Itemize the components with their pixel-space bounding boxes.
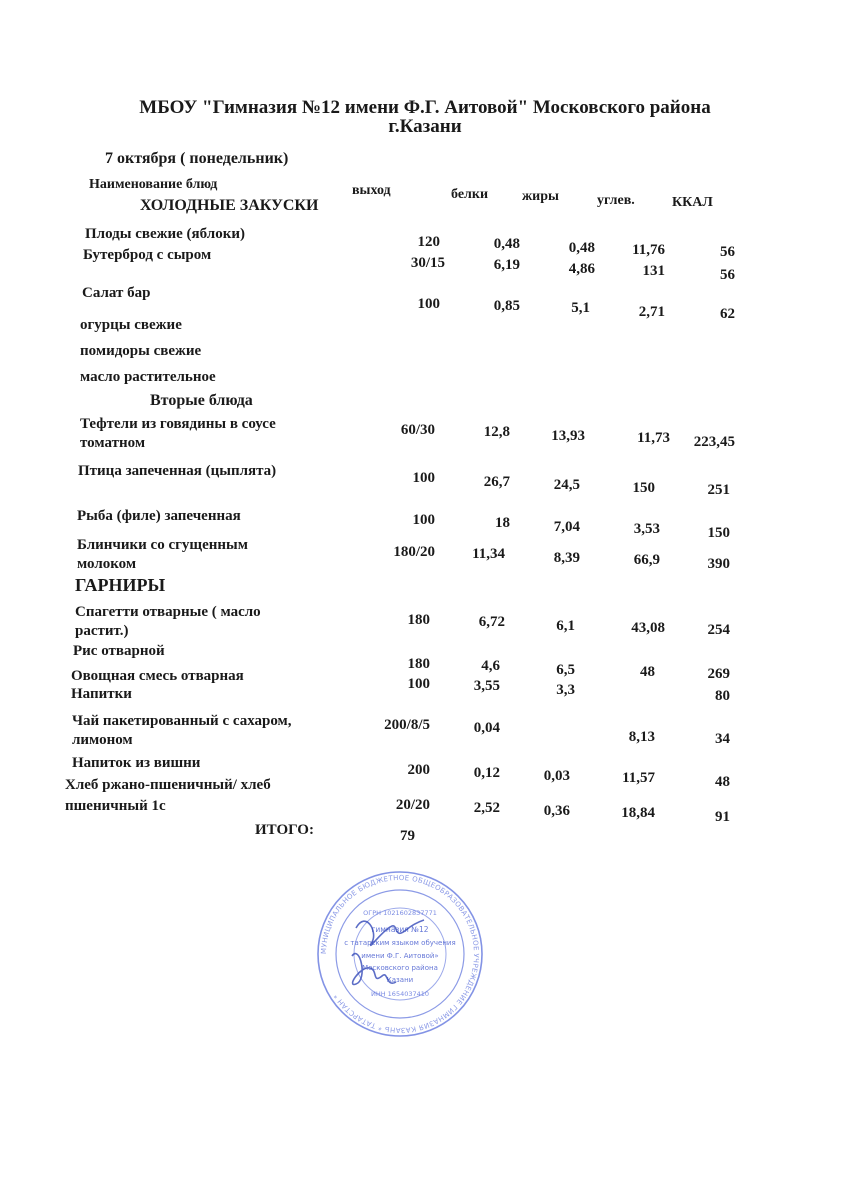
row-chicken-kcal: 251	[707, 482, 730, 498]
row-pancakes-output: 180/20	[393, 544, 435, 560]
row-bread-name2: пшеничный 1с	[65, 798, 166, 814]
row-bread-carbs: 18,84	[621, 805, 655, 821]
col-name-header: Наименование блюд	[89, 177, 218, 192]
row-meatballs-carbs: 11,73	[637, 430, 670, 446]
row-sandwich-output: 30/15	[410, 255, 445, 271]
row-fish-protein: 18	[495, 515, 510, 531]
row-fish-kcal: 150	[707, 525, 730, 541]
col-kcal-header: ККАЛ	[672, 195, 713, 210]
row-spaghetti-protein: 6,72	[478, 614, 505, 630]
stamp-line1: гимназия №12	[371, 925, 429, 934]
row-chicken-output: 100	[412, 470, 435, 486]
row-bread-output: 20/20	[395, 797, 430, 813]
row-pancakes-fat: 8,39	[553, 550, 580, 566]
drinks-header: Напитки	[71, 686, 132, 702]
row-cherry-protein: 0,12	[473, 765, 500, 781]
row-bread-protein: 2,52	[473, 800, 500, 816]
stamp-line5: Казани	[386, 976, 414, 984]
stamp-line2: с татарским языком обучения	[344, 939, 456, 947]
row-rice-carbs: 48	[640, 664, 655, 680]
row-fish-output: 100	[412, 512, 435, 528]
stamp-line3: имени Ф.Г. Аитовой»	[361, 952, 439, 960]
stamp-inn: ИНН 1654037410	[370, 990, 430, 998]
row-spaghetti-name1: Спагетти отварные ( масло	[75, 604, 261, 620]
row-pancakes-name2: молоком	[77, 556, 137, 572]
row-sandwich-name: Бутерброд с сыром	[83, 247, 212, 263]
salad-item: масло растительное	[80, 369, 216, 385]
col-protein-header: белки	[451, 187, 489, 202]
row-pancakes-protein: 11,34	[472, 546, 505, 562]
row-bread-name1: Хлеб ржано-пшеничный/ хлеб	[65, 777, 271, 793]
row-apples-protein: 0,48	[493, 236, 520, 252]
row-cherry-name: Напиток из вишни	[72, 755, 201, 771]
row-sandwich-fat: 4,86	[568, 261, 595, 277]
menu-date: 7 октября ( понедельник)	[105, 150, 289, 167]
row-rice-fat: 6,5	[556, 662, 575, 678]
row-apples-fat: 0,48	[568, 240, 595, 256]
row-fish-name: Рыба (филе) запеченная	[77, 508, 241, 524]
total-label: ИТОГО:	[255, 822, 314, 838]
row-veg-output: 100	[407, 676, 430, 692]
row-fish-carbs: 3,53	[633, 521, 660, 537]
row-rice-output: 180	[407, 656, 430, 672]
school-title-line2: г.Казани	[388, 116, 462, 137]
row-meatballs-protein: 12,8	[483, 424, 510, 440]
row-salad-protein: 0,85	[493, 298, 520, 314]
row-tea-carbs: 8,13	[628, 729, 655, 745]
row-veg-protein: 3,55	[473, 678, 500, 694]
salad-item: огурцы свежие	[80, 317, 182, 333]
row-pancakes-carbs: 66,9	[633, 552, 660, 568]
row-meatballs-name1: Тефтели из говядины в соусе	[80, 416, 276, 432]
row-spaghetti-output: 180	[407, 612, 430, 628]
row-chicken-carbs: 150	[632, 480, 655, 496]
row-salad-kcal: 62	[720, 306, 735, 322]
row-veg-name: Овощная смесь отварная	[71, 668, 244, 684]
row-salad-fat: 5,1	[571, 300, 590, 316]
row-apples-carbs: 11,76	[632, 242, 665, 258]
section-second: Вторые блюда	[150, 392, 253, 409]
row-bread-kcal: 91	[715, 809, 730, 825]
row-bread-fat: 0,36	[543, 803, 570, 819]
row-rice-name: Рис отварной	[73, 643, 165, 659]
row-cherry-carbs: 11,57	[622, 770, 655, 786]
salad-item: помидоры свежие	[80, 343, 202, 359]
row-chicken-fat: 24,5	[553, 477, 580, 493]
row-tea-kcal: 34	[715, 731, 730, 747]
row-spaghetti-kcal: 254	[707, 622, 730, 638]
row-tea-name1: Чай пакетированный с сахаром,	[72, 713, 292, 729]
stamp-ogrn: ОГРН 1021602837771	[363, 909, 437, 917]
col-fat-header: жиры	[522, 189, 559, 204]
row-tea-name2: лимоном	[72, 732, 133, 748]
row-meatballs-name2: томатном	[80, 435, 146, 451]
row-fish-fat: 7,04	[553, 519, 580, 535]
row-tea-output: 200/8/5	[384, 717, 430, 733]
row-cherry-output: 200	[407, 762, 430, 778]
row-spaghetti-fat: 6,1	[556, 618, 575, 634]
stamp-line4: Московского района	[362, 964, 438, 972]
row-pancakes-kcal: 390	[707, 556, 730, 572]
row-meatballs-output: 60/30	[400, 422, 435, 438]
row-cherry-kcal: 48	[715, 774, 730, 790]
row-meatballs-fat: 13,93	[551, 428, 585, 444]
row-pancakes-name1: Блинчики со сгущенным	[77, 537, 248, 553]
row-chicken-protein: 26,7	[483, 474, 510, 490]
row-tea-protein: 0,04	[473, 720, 500, 736]
row-spaghetti-carbs: 43,08	[631, 620, 665, 636]
row-spaghetti-name2: растит.)	[75, 623, 129, 639]
row-apples-kcal: 56	[720, 244, 735, 260]
row-cherry-fat: 0,03	[543, 768, 570, 784]
row-sandwich-kcal: 56	[720, 267, 735, 283]
row-veg-fat: 3,3	[556, 682, 575, 698]
school-seal-stamp	[316, 870, 484, 1038]
row-meatballs-kcal: 223,45	[693, 434, 735, 450]
svg-text:МУНИЦИПАЛЬНОЕ БЮДЖЕТНОЕ ОБЩЕОБ: МУНИЦИПАЛЬНОЕ БЮДЖЕТНОЕ ОБЩЕОБРАЗОВАТЕЛЬНОЕ УЧРЕЖДЕНИЕ ГИМНАЗИЯ КАЗАНЬ * ТАТАРСТАН *	[319, 873, 481, 1035]
row-rice-kcal: 269	[707, 666, 730, 682]
row-sandwich-carbs: 131	[642, 263, 665, 279]
section-garnish: ГАРНИРЫ	[75, 575, 166, 595]
row-salad-name: Салат бар	[82, 285, 151, 301]
school-title-line1: МБОУ "Гимназия №12 имени Ф.Г. Аитовой" Московского района	[139, 97, 711, 118]
row-apples-output: 120	[417, 234, 440, 250]
row-salad-output: 100	[417, 296, 440, 312]
total-value: 79	[400, 828, 415, 844]
col-carbs-header: углев.	[597, 193, 635, 208]
row-salad-carbs: 2,71	[638, 304, 665, 320]
row-sandwich-protein: 6,19	[493, 257, 520, 273]
row-veg-kcal: 80	[715, 688, 730, 704]
row-chicken-name: Птица запеченная (цыплята)	[78, 463, 277, 479]
row-apples-name: Плоды свежие (яблоки)	[85, 226, 245, 242]
row-rice-protein: 4,6	[481, 658, 500, 674]
section-cold: ХОЛОДНЫЕ ЗАКУСКИ	[140, 197, 319, 214]
col-output-header: выход	[352, 183, 391, 198]
